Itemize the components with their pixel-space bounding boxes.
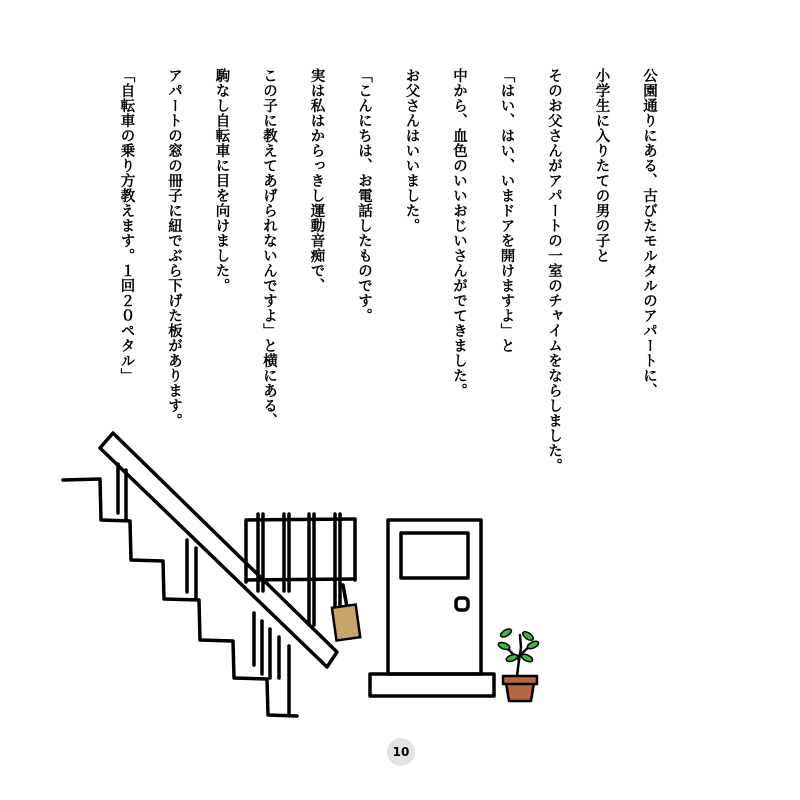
handrail [100,433,337,667]
story-line: 「自転車の乗り方教えます。１回２０ペタル」 [118,68,135,383]
leaf [499,627,512,638]
leaf [497,641,510,651]
sign-string [343,585,347,607]
story-line: 実は私はからっきし運動音痴で、 [308,68,325,293]
story-line: 「こんにちは、お電話したものです。 [356,68,372,323]
story-line: 駒なし自転車に目を向けました。 [213,68,230,293]
story-line: 小学生に入りたての男の子と [593,68,610,263]
door-step [370,674,494,696]
story-line: そのお父さんがアパートの一室のチャイムをならしました。 [546,68,562,473]
leaf [505,653,518,663]
story-line: お父さんはいいました。 [403,68,420,233]
leaf [521,630,534,642]
story-line: この子に教えてあげられないんですよ」と横にある、 [261,68,277,428]
flower-pot [506,683,534,701]
page-number: 10 [392,745,410,759]
hanging-sign-board [332,604,360,640]
story-line: 中から、血色のいいおじいさんがでてきました。 [451,68,467,398]
page-number-badge [387,738,415,766]
leaf [520,653,533,664]
flower-pot-rim [503,676,537,684]
story-line: アパートの窓の冊子に紐でぶら下げた板があります。 [166,68,182,428]
door-window [401,533,468,578]
leaf [526,640,539,651]
story-line: 公園通りにある、古びたモルタルのアパートに、 [641,68,657,398]
door-knob [456,598,468,610]
story-line: 「はい、はい、いまドアを開けますよ」と [498,68,515,353]
